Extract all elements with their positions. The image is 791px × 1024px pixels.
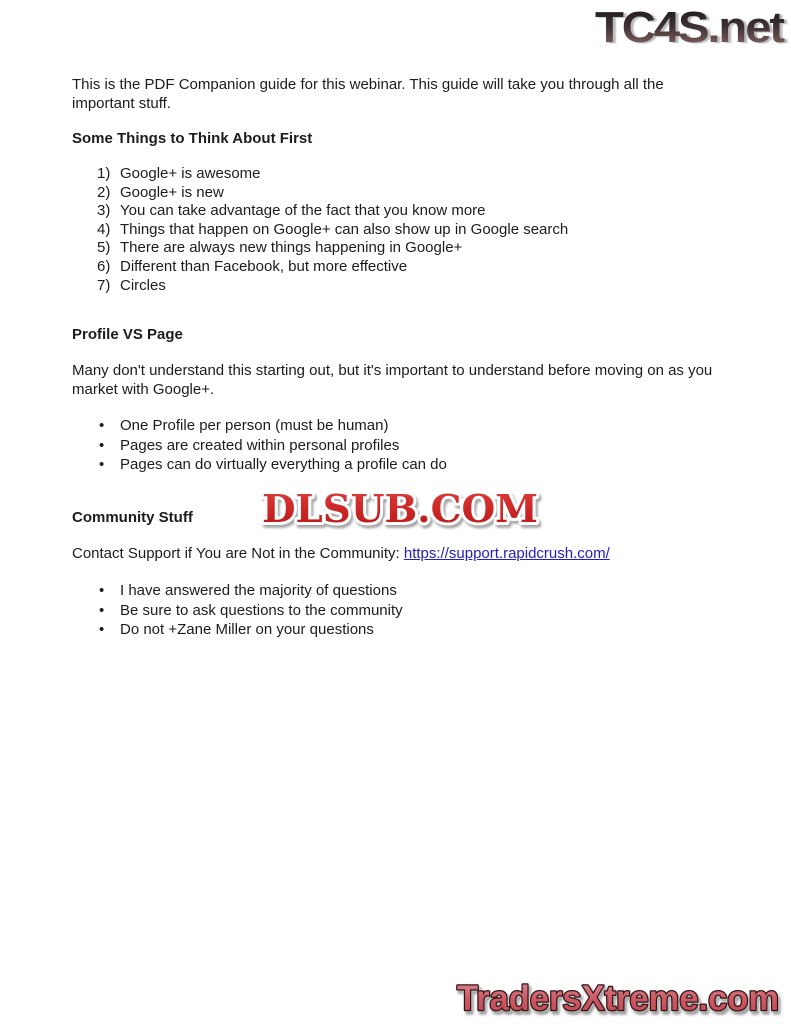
profile-paragraph: Many don't understand this starting out, but it's important to understand before moving on as you market with Google+. [72,362,713,399]
tc4s-logo-text: TC4S.net [595,3,786,51]
list-item: Circles [120,276,166,294]
list-item: • Be sure to ask questions to the community [72,601,722,621]
list-item: • One Profile per person (must be human) [72,416,722,436]
tradersxtreme-logo [450,974,786,1022]
list-item: You can take advantage of the fact that you know more [120,202,486,220]
list-item: • Pages can do virtually everything a profile can do [72,455,722,475]
section-heading-community: Community Stuff [72,508,193,526]
support-link[interactable]: https://support.rapidcrush.com/ [403,544,610,562]
contact-support-label: Contact Support if You are Not in the Community: [72,544,404,562]
profile-bullet-list [72,416,722,475]
list-item: There are always new things happening in Google+ [120,239,463,257]
document-body [72,75,722,640]
think-list [72,165,722,295]
section-heading-think: Some Things to Think About First [72,130,313,147]
dlsub-watermark-text: DLSUB.COM [262,486,538,531]
list-item: Things that happen on Google+ can also show up in Google search [120,220,569,238]
list-item: Google+ is awesome [120,165,261,182]
list-item: • Pages are created within personal profiles [72,436,722,456]
list-item: Different than Facebook, but more effective [120,257,408,275]
dlsub-watermark-logo [254,483,546,535]
intro-paragraph: This is the PDF Companion guide for this webinar. This guide will take you through all the important stuff. [72,76,664,112]
list-item: Google+ is new [120,183,224,201]
tradersxtreme-logo-text: TradersXtreme.com [457,979,779,1018]
tc4s-logo [590,1,788,51]
community-bullet-list [72,581,722,640]
list-item: • Do not +Zane Miller on your questions [72,620,722,640]
section-heading-profile: Profile VS Page [72,326,183,344]
list-item: • I have answered the majority of questions [72,581,722,601]
contact-support-line [72,544,722,563]
